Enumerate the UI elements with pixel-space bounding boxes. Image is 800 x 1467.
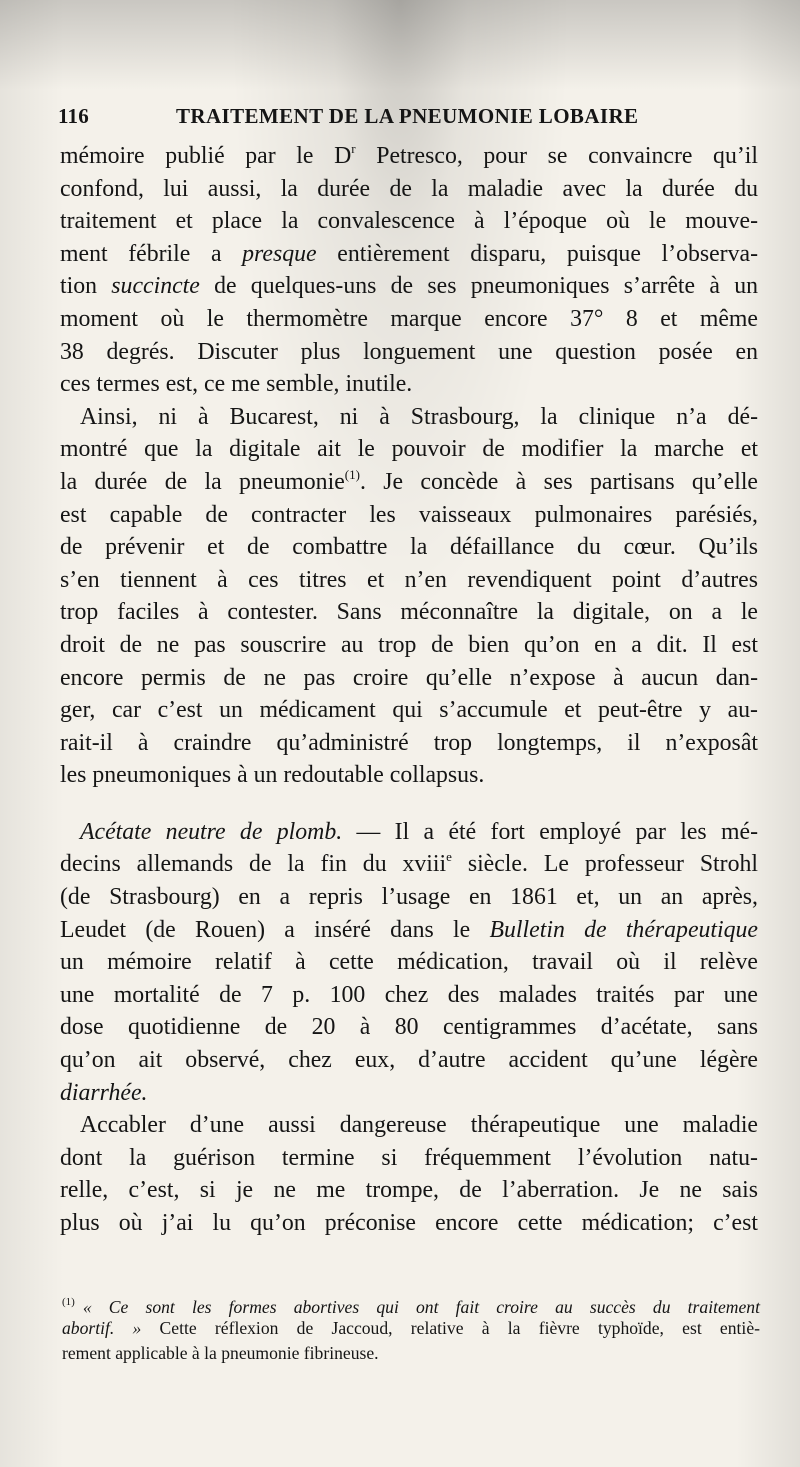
body-text — [60, 140, 758, 1240]
paragraph — [60, 816, 758, 1109]
section-gap — [60, 792, 758, 816]
text-line: montré que la digitale ait le pouvoir de modifier la marche et — [60, 436, 758, 463]
text-line: la durée de la pneumonie$^{(1)}$. Je concède à ses partisans qu’elle — [60, 466, 758, 495]
text-line: mémoire publié par le $D^r$ Petresco, pour se convaincre qu’il — [60, 141, 759, 169]
text-line: dont la guérison termine si fréquemment l’évolution natu- — [60, 1144, 758, 1171]
footnotes — [62, 1290, 760, 1367]
text-line: confond, lui aussi, la durée de la maladie avec la durée du — [60, 175, 758, 202]
italic-text: presque — [242, 240, 317, 267]
text-line: Ainsi, ni à Bucarest, ni à Strasbourg, la clinique n’a dé- — [80, 403, 758, 430]
text-line: traitement et place la convalescence à l’époque où le mouve- — [60, 208, 758, 235]
text-line: ces termes est, ce me semble, inutile. — [60, 371, 413, 398]
text-line: relle, c’est, si je ne me trompe, de l’aberration. Je ne sais — [60, 1177, 758, 1204]
superscript: r — [351, 141, 356, 156]
text-line: tion succincte de quelques-uns de ses pneumoniques s’arrête à un — [60, 273, 758, 300]
text-line: encore permis de ne pas croire qu’elle n’expose à aucun dan- — [60, 664, 758, 691]
footnote-line: $^{(1)}$ « Ce sont les formes abortives qui ont fait croire au succès du traitement — [62, 1296, 760, 1317]
text-line: dose quotidienne de 20 à 80 centigrammes d’acétate, sans — [60, 1014, 758, 1041]
italic-text: Bulletin de thérapeutique — [489, 916, 758, 943]
footnote-line: abortif. » Cette réflexion de Jaccoud, relative à la fièvre typhoïde, est entiè- — [62, 1317, 760, 1338]
text-line: un mémoire relatif à cette médication, travail où il relève — [60, 949, 758, 976]
paragraph — [60, 140, 758, 401]
italic-text: diarrhée. — [60, 1079, 148, 1106]
section-heading: Acétate neutre de plomb. — [80, 818, 343, 845]
page-number: 116 — [58, 104, 89, 128]
century-numeral: xviii — [402, 851, 447, 878]
text-line: Acétate neutre de plomb. — Il a été fort employé par les mé- — [80, 818, 758, 845]
text-line: droit de ne pas souscrire au trop de bien qu’on en a dit. Il est — [60, 631, 758, 658]
paragraph — [60, 401, 758, 792]
text-line — [60, 1077, 758, 1110]
text-line: trop faciles à contester. Sans méconnaître la digitale, on a le — [60, 599, 758, 626]
text-line: plus où j’ai lu qu’on préconise encore cette médication; c’est — [60, 1210, 758, 1236]
italic-text: succincte — [111, 273, 200, 300]
text-line: Accabler d’une aussi dangereuse thérapeutique une maladie — [80, 1112, 758, 1139]
superscript: e — [446, 849, 452, 865]
footnote-marker: (1) — [62, 1296, 75, 1308]
text-line: les pneumoniques à un redoutable collapsus. — [60, 762, 485, 789]
paragraph — [60, 1109, 758, 1239]
text-line: ment fébrile a presque entièrement disparu, puisque l’observa- — [60, 240, 758, 267]
text-line: est capable de contracter les vaisseaux pulmonaires parésiés, — [60, 501, 758, 528]
text-line: s’en tiennent à ces titres et n’en revendiquent point d’autres — [60, 566, 758, 593]
text-line: (de Strasbourg) en a repris l’usage en 1861 et, un an après, — [60, 884, 758, 911]
text-line: decins allemands de la fin du xviii$^e$ siècle. Le professeur Strohl — [60, 849, 758, 878]
text-line: moment où le thermomètre marque encore 37° 8 et même — [60, 305, 758, 332]
footnote-line: rement applicable à la pneumonie fibrineuse. — [62, 1343, 379, 1363]
page-top-shadow — [0, 0, 800, 90]
text-line: qu’on ait observé, chez eux, d’autre accident qu’une légère — [60, 1047, 758, 1074]
text-line: ger, car c’est un médicament qui s’accumule et peut-être y au- — [60, 697, 758, 724]
text-line: 38 degrés. Discuter plus longuement une question posée en — [60, 338, 758, 365]
text-line: une mortalité de 7 p. 100 chez des malades traités par une — [60, 981, 758, 1008]
footnote-reference[interactable]: (1) — [344, 466, 360, 482]
running-header — [58, 104, 758, 134]
text-line: de prévenir et de combattre la défaillance du cœur. Qu’ils — [60, 534, 758, 561]
running-title: TRAITEMENT DE LA PNEUMONIE LOBAIRE — [176, 104, 639, 128]
text-line: Leudet (de Rouen) a inséré dans le Bulletin de thérapeutique — [60, 916, 758, 943]
text-line: rait-il à craindre qu’administré trop longtemps, il n’exposât — [60, 729, 758, 756]
